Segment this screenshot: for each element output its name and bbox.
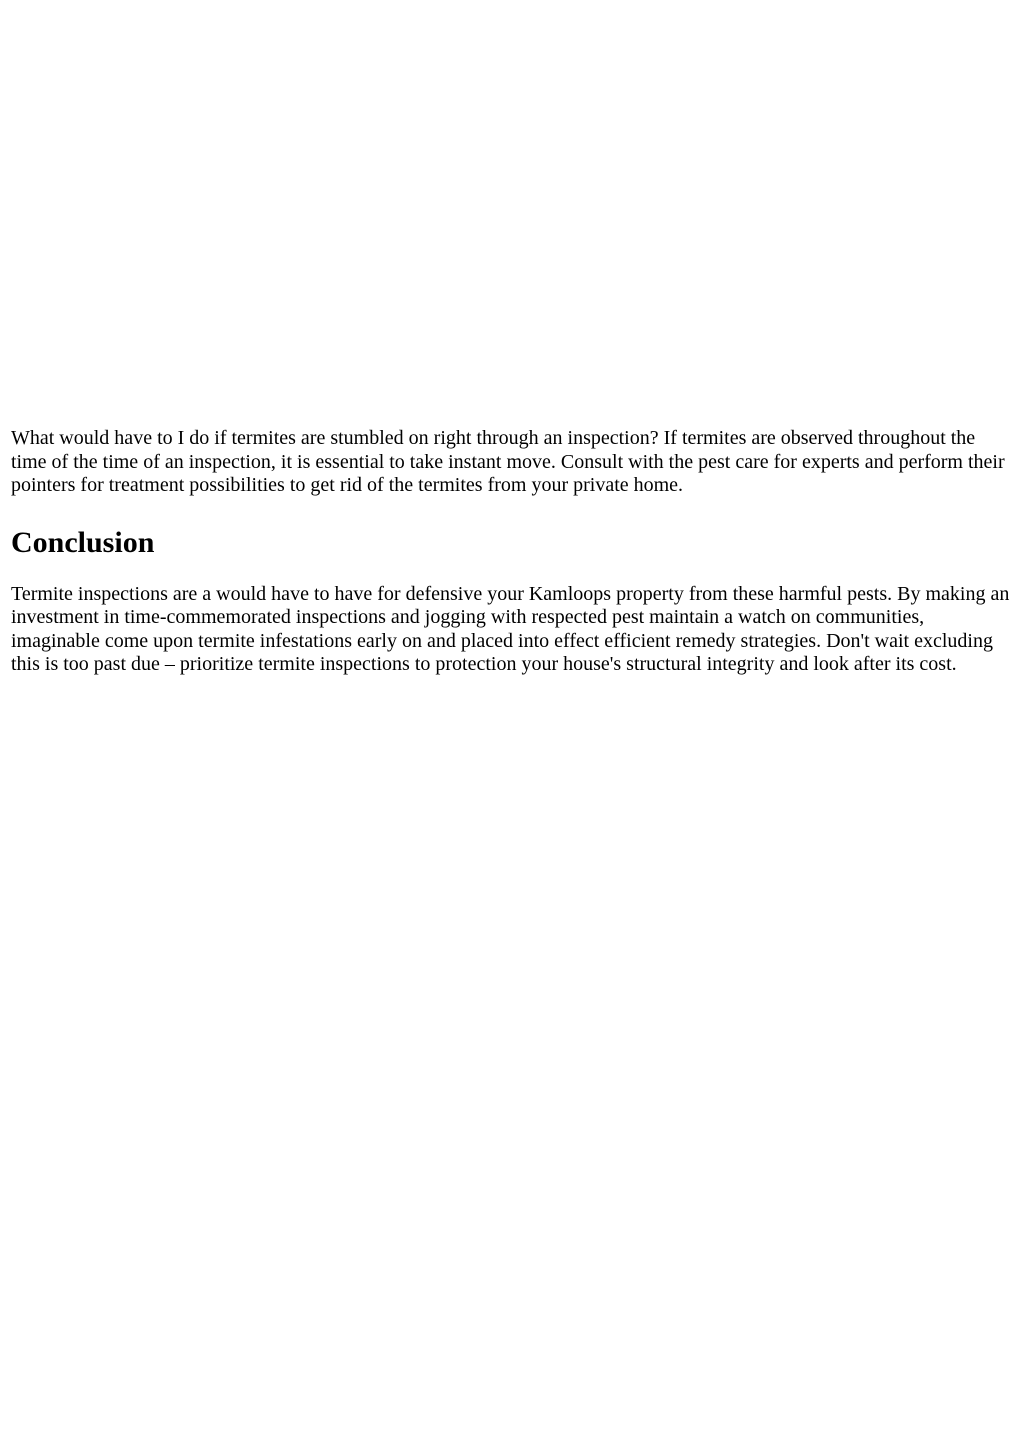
article-body <box>11 427 1015 677</box>
conclusion-paragraph: Termite inspections are a would have to have for defensive your Kamloops property from these harmful pests. By making an investment in time-commemorated inspections and jogging with respected pest maintain a watch on communities, imaginable come upon termite infestations early on and placed into effect efficient remedy strategies. Don't wait excluding this is too past due – prioritize termite inspections to protection your house's structural integrity and look after its cost. <box>11 582 1010 675</box>
conclusion-heading: Conclusion <box>11 525 155 559</box>
termite-found-paragraph: What would have to I do if termites are stumbled on right through an inspection? If termites are observed throughout the time of the time of an inspection, it is essential to take instant move. Consult with the pest care for experts and perform their pointers for treatment possibilities to get rid of the termites from your private home. <box>11 427 1005 496</box>
